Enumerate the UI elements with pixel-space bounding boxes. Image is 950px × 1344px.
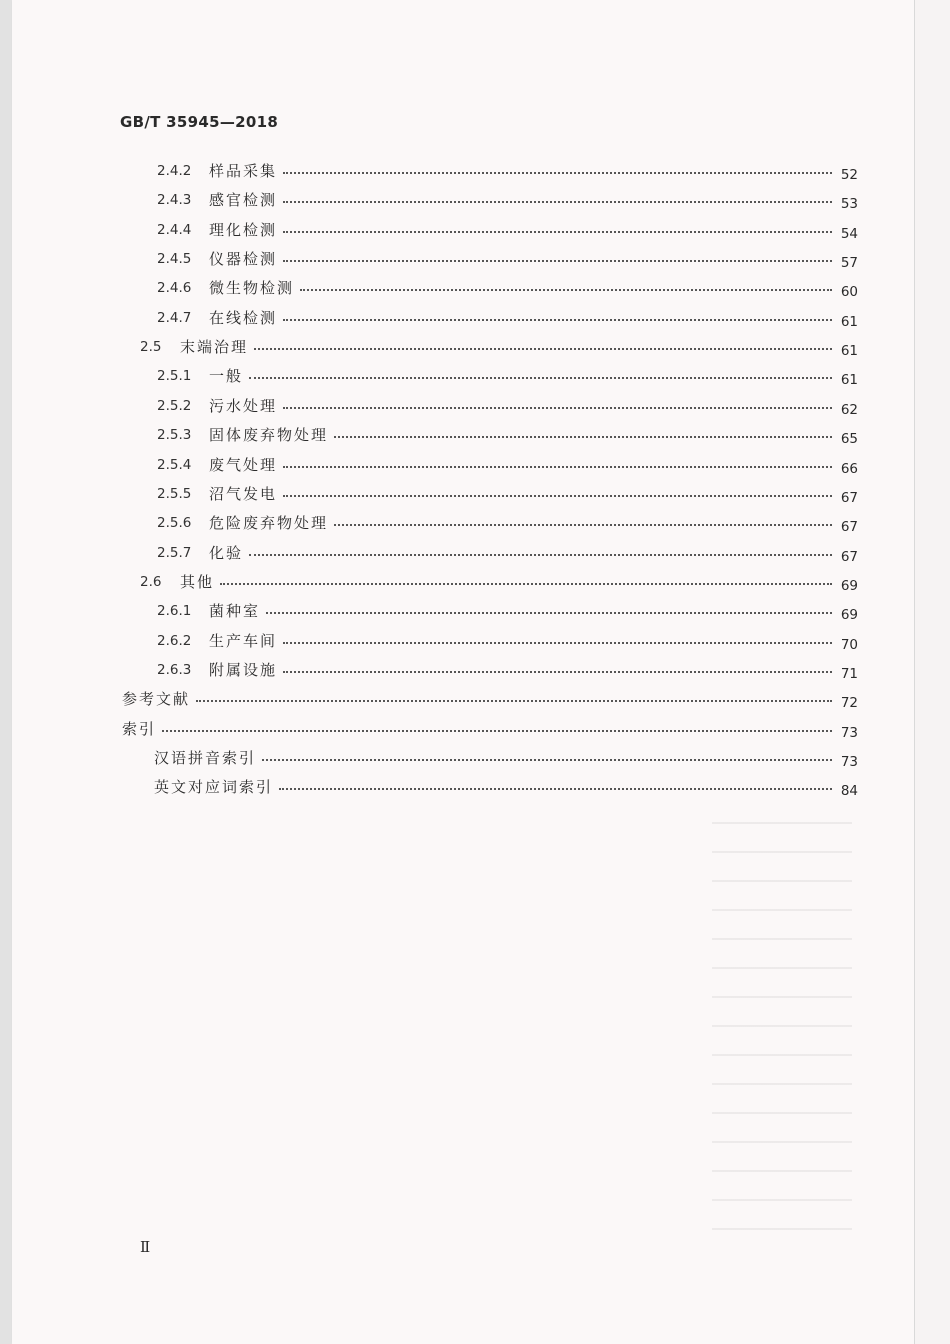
toc-leader-dots [266,611,832,614]
toc-entry-title: 危险废弃物处理 [209,514,329,532]
toc-entry[interactable] [157,275,858,300]
toc-entry-title: 汉语拼音索引 [154,749,257,767]
toc-leader-dots [283,230,832,233]
toc-entry[interactable] [157,393,858,418]
toc-entry-page: 69 [840,578,858,594]
toc-entry-title: 理化检测 [209,221,278,239]
toc-entry-title: 沼气发电 [209,485,278,503]
toc-leader-dots [283,494,832,497]
toc-leader-dots [334,523,832,526]
toc-entry-title: 其他 [180,573,215,591]
toc-entry-page: 70 [840,637,858,653]
toc-entry[interactable] [157,540,858,565]
toc-entry-title: 仪器检测 [209,250,278,268]
toc-entry[interactable] [157,452,858,477]
toc-entry-number: 2.5.1 [157,368,192,384]
toc-entry-page: 54 [840,226,858,242]
toc-entry-page: 69 [840,607,858,623]
toc-entry-number: 2.4.6 [157,280,192,296]
toc-entry-page: 57 [840,255,858,271]
toc-leader-dots [262,758,832,761]
toc-leader-dots [283,318,832,321]
toc-entry-number: 2.5.5 [157,486,192,502]
toc-entry-number: 2.5.6 [157,515,192,531]
toc-entry-page: 67 [840,519,858,535]
toc-entry-title: 附属设施 [209,661,278,679]
toc-leader-dots [196,699,832,702]
toc-entry[interactable] [157,305,858,330]
toc-entry-page: 67 [840,549,858,565]
toc-entry-page: 60 [840,284,858,300]
toc-leader-dots [283,641,832,644]
toc-entry-title: 化验 [209,544,244,562]
toc-entry-page: 73 [840,754,858,770]
toc-entry-title: 微生物检测 [209,279,295,297]
toc-entry-title: 索引 [122,720,157,738]
toc-leader-dots [283,406,832,409]
toc-entry-title: 末端治理 [180,338,249,356]
toc-entry-title: 废气处理 [209,456,278,474]
toc-entry-number: 2.6.2 [157,633,192,649]
toc-entry[interactable] [157,363,858,388]
toc-entry-page: 61 [840,372,858,388]
toc-entry-title: 在线检测 [209,309,278,327]
toc-leader-dots [220,582,832,585]
toc-entry[interactable] [140,334,858,359]
toc-entry-number: 2.6 [140,574,162,590]
toc-entry-title: 污水处理 [209,397,278,415]
toc-entry[interactable] [157,187,858,212]
toc-entry-page: 53 [840,196,858,212]
toc-entry[interactable] [157,481,858,506]
toc-leader-dots [249,376,832,379]
toc-entry[interactable] [140,569,858,594]
toc-leader-dots [334,435,832,438]
toc-entry-title: 一般 [209,367,244,385]
toc-entry-page: 84 [840,783,858,799]
toc-entry[interactable] [154,745,858,770]
toc-entry-number: 2.5.7 [157,545,192,561]
toc-leader-dots [283,259,832,262]
toc-leader-dots [283,200,832,203]
document-page [12,0,914,1344]
toc-entry-title: 菌种室 [209,602,261,620]
toc-entry-page: 61 [840,343,858,359]
toc-entry-number: 2.6.3 [157,662,192,678]
toc-entry-title: 参考文献 [122,690,191,708]
toc-entry-title: 固体废弃物处理 [209,426,329,444]
toc-entry-number: 2.5.2 [157,398,192,414]
toc-entry[interactable] [157,158,858,183]
toc-entry[interactable] [157,657,858,682]
toc-leader-dots [300,288,832,291]
toc-leader-dots [283,670,832,673]
toc-entry[interactable] [157,217,858,242]
toc-entry-title: 英文对应词索引 [154,778,274,796]
toc-entry-number: 2.4.2 [157,163,192,179]
bleed-through-shadow [712,800,852,1230]
adjacent-page-edge [914,0,950,1344]
toc-entry[interactable] [154,774,858,799]
toc-entry-number: 2.4.4 [157,222,192,238]
toc-entry-number: 2.5.4 [157,457,192,473]
toc-entry-number: 2.5 [140,339,162,355]
toc-entry[interactable] [157,598,858,623]
toc-entry-number: 2.4.3 [157,192,192,208]
toc-leader-dots [254,347,832,350]
toc-entry[interactable] [157,628,858,653]
toc-entry-number: 2.4.5 [157,251,192,267]
toc-leader-dots [283,465,832,468]
toc-entry-title: 生产车间 [209,632,278,650]
toc-leader-dots [249,553,832,556]
toc-entry-page: 71 [840,666,858,682]
toc-entry[interactable] [122,686,858,711]
toc-entry-page: 61 [840,314,858,330]
toc-entry-page: 65 [840,431,858,447]
toc-leader-dots [283,171,832,174]
toc-leader-dots [279,787,832,790]
toc-entry-page: 72 [840,695,858,711]
page-number: Ⅱ [140,1238,151,1256]
toc-entry-title: 样品采集 [209,162,278,180]
toc-entry-page: 66 [840,461,858,477]
toc-entry-page: 67 [840,490,858,506]
toc-entry[interactable] [157,510,858,535]
toc-entry[interactable] [157,246,858,271]
toc-entry-number: 2.6.1 [157,603,192,619]
toc-entry[interactable] [122,716,858,741]
toc-entry-title: 感官检测 [209,191,278,209]
standard-number: GB/T 35945—2018 [120,113,279,131]
toc-entry-number: 2.5.3 [157,427,192,443]
toc-entry-page: 73 [840,725,858,741]
page-left-edge [0,0,12,1344]
toc-entry-page: 52 [840,167,858,183]
toc-entry-number: 2.4.7 [157,310,192,326]
toc-leader-dots [162,729,832,732]
toc-entry-page: 62 [840,402,858,418]
toc-entry[interactable] [157,422,858,447]
